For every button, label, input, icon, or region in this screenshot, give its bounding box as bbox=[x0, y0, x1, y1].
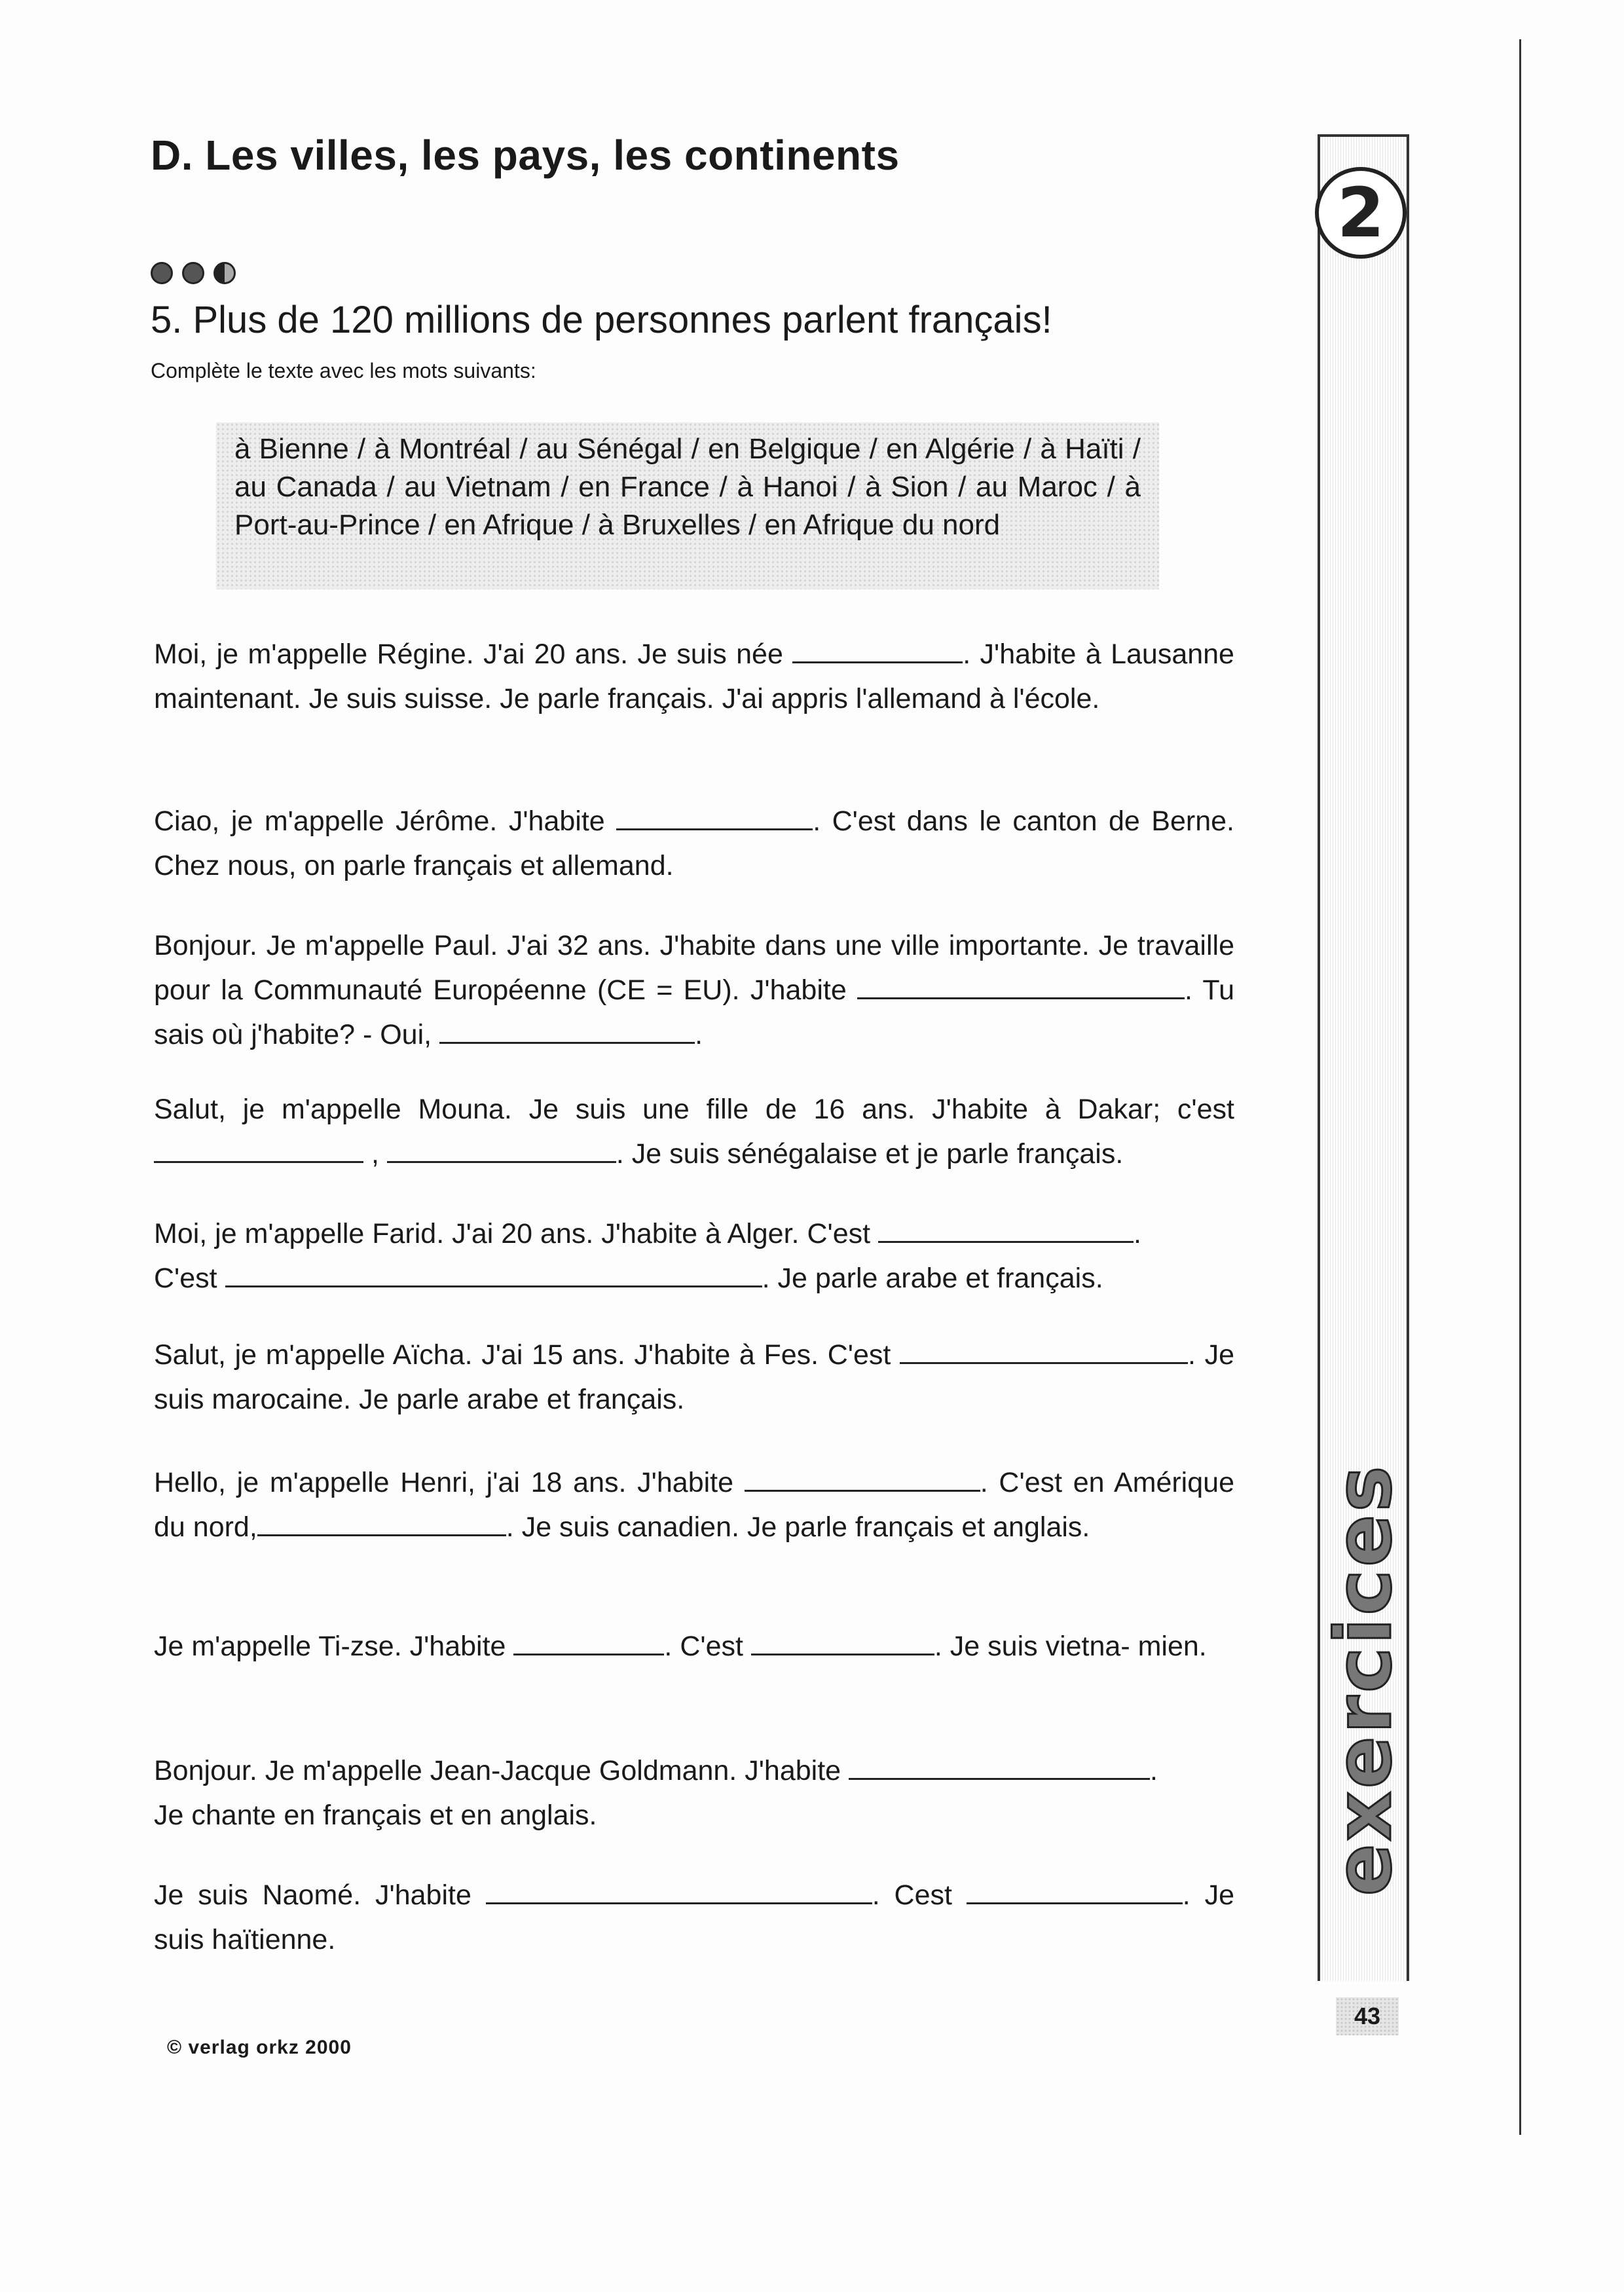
paragraph-text: . Cest bbox=[872, 1879, 952, 1911]
paragraph-text: Moi, je m'appelle Régine. J'ai 20 ans. Je suis née bbox=[154, 638, 783, 670]
paragraph-text: . Je suis sénégalaise et je parle français. bbox=[616, 1138, 1124, 1170]
paragraph-text: Salut, je m'appelle Aïcha. J'ai 15 ans. J'habite à Fes. C'est bbox=[154, 1339, 891, 1371]
paragraph-text: . Je suis canadien. Je parle français et anglais. bbox=[506, 1511, 1090, 1543]
answer-blank[interactable] bbox=[486, 1874, 872, 1904]
paragraph-paul bbox=[154, 923, 1234, 1057]
paragraph-naome bbox=[154, 1873, 1234, 1962]
paragraph-text: . Je parle arabe et français. bbox=[762, 1263, 1103, 1294]
answer-blank[interactable] bbox=[792, 633, 963, 663]
side-label-container bbox=[1318, 1464, 1409, 1896]
paragraph-text: Bonjour. Je m'appelle Jean-Jacque Goldmann. J'habite bbox=[154, 1755, 841, 1786]
paragraph-text: . C'est bbox=[664, 1631, 743, 1662]
paragraph-text: . Je suis haïtienne. bbox=[154, 1879, 1235, 1955]
paragraph-tizse bbox=[154, 1624, 1234, 1669]
answer-blank[interactable] bbox=[849, 1750, 1150, 1780]
answer-blank[interactable] bbox=[225, 1257, 762, 1287]
paragraph-aicha bbox=[154, 1333, 1234, 1422]
paragraph-text: Je suis Naomé. J'habite bbox=[154, 1879, 471, 1911]
difficulty-dot-icon bbox=[151, 262, 173, 284]
answer-blank[interactable] bbox=[154, 1133, 363, 1163]
paragraph-text: . bbox=[1150, 1755, 1158, 1786]
copyright: © verlag orkz 2000 bbox=[167, 2037, 352, 2058]
paragraph-goldmann bbox=[154, 1748, 1234, 1838]
paragraph-text: . bbox=[695, 1019, 703, 1050]
paragraph-jerome bbox=[154, 799, 1234, 888]
answer-blank[interactable] bbox=[967, 1874, 1183, 1904]
paragraph-text: Moi, je m'appelle Farid. J'ai 20 ans. J'habite à Alger. C'est bbox=[154, 1218, 871, 1249]
exercise-instruction: Complète le texte avec les mots suivants: bbox=[151, 359, 536, 382]
paragraph-henri bbox=[154, 1460, 1234, 1549]
paragraph-text: Hello, je m'appelle Henri, j'ai 18 ans. J'habite bbox=[154, 1467, 734, 1498]
paragraph-text: C'est bbox=[154, 1263, 217, 1294]
difficulty-dot-icon bbox=[182, 262, 204, 284]
paragraph-text: Salut, je m'appelle Mouna. Je suis une fille de 16 ans. J'habite à Dakar; c'est bbox=[154, 1094, 1234, 1125]
paragraph-text: Je m'appelle Ti-zse. J'habite bbox=[154, 1631, 506, 1662]
difficulty-half-dot-icon bbox=[213, 262, 236, 284]
paragraph-farid bbox=[154, 1211, 1234, 1301]
page-number: 43 bbox=[1336, 1997, 1399, 2035]
paragraph-text: . Tu sais où j'habite? - Oui, bbox=[154, 974, 1235, 1050]
chapter-number: 2 bbox=[1315, 167, 1407, 259]
paragraph-text: . C'est en Amérique du nord, bbox=[154, 1467, 1234, 1543]
paragraph-text: Bonjour. Je m'appelle Paul. J'ai 32 ans. J'habite dans une ville importante. Je travaille pour la Communauté Européenne (CE = EU). J'habite bbox=[154, 930, 1234, 1006]
paragraph-mouna bbox=[154, 1087, 1234, 1176]
answer-blank[interactable] bbox=[751, 1625, 934, 1655]
side-label: exercices bbox=[1318, 1463, 1409, 1896]
paragraph-regine bbox=[154, 632, 1234, 721]
paragraph-text: . J'habite à Lausanne maintenant. Je suis suisse. Je parle français. J'ai appris l'allemand à l'école. bbox=[154, 638, 1234, 714]
answer-blank[interactable] bbox=[513, 1625, 664, 1655]
difficulty-indicator bbox=[151, 262, 236, 284]
section-title: D. Les villes, les pays, les continents bbox=[151, 132, 900, 179]
page-edge-line bbox=[1519, 39, 1521, 2135]
answer-blank[interactable] bbox=[878, 1213, 1134, 1243]
answer-blank[interactable] bbox=[387, 1133, 616, 1163]
paragraph-text: . Je suis marocaine. Je parle arabe et français. bbox=[154, 1339, 1234, 1415]
answer-blank[interactable] bbox=[257, 1506, 506, 1536]
word-bank: à Bienne / à Montréal / au Sénégal / en Belgique / en Algérie / à Haïti / au Canada / au Vietnam / en France / à Hanoi / à Sion / au Maroc / à Port-au-Prince / en Afrique / à Bruxelles / en Afrique du nord bbox=[216, 422, 1159, 589]
paragraph-text: , bbox=[371, 1138, 379, 1170]
answer-blank[interactable] bbox=[900, 1334, 1188, 1364]
answer-blank[interactable] bbox=[439, 1014, 695, 1044]
answer-blank[interactable] bbox=[745, 1462, 980, 1492]
paragraph-text: . bbox=[1134, 1218, 1141, 1249]
answer-blank[interactable] bbox=[616, 800, 813, 830]
paragraph-text: Ciao, je m'appelle Jérôme. J'habite bbox=[154, 805, 605, 837]
paragraph-text: . Je suis vietna- mien. bbox=[934, 1631, 1207, 1662]
exercise-title: 5. Plus de 120 millions de personnes parlent français! bbox=[151, 299, 1052, 341]
paragraph-text: . C'est dans le canton de Berne. Chez nous, on parle français et allemand. bbox=[154, 805, 1234, 881]
answer-blank[interactable] bbox=[857, 969, 1185, 999]
paragraph-text: Je chante en français et en anglais. bbox=[154, 1800, 597, 1831]
